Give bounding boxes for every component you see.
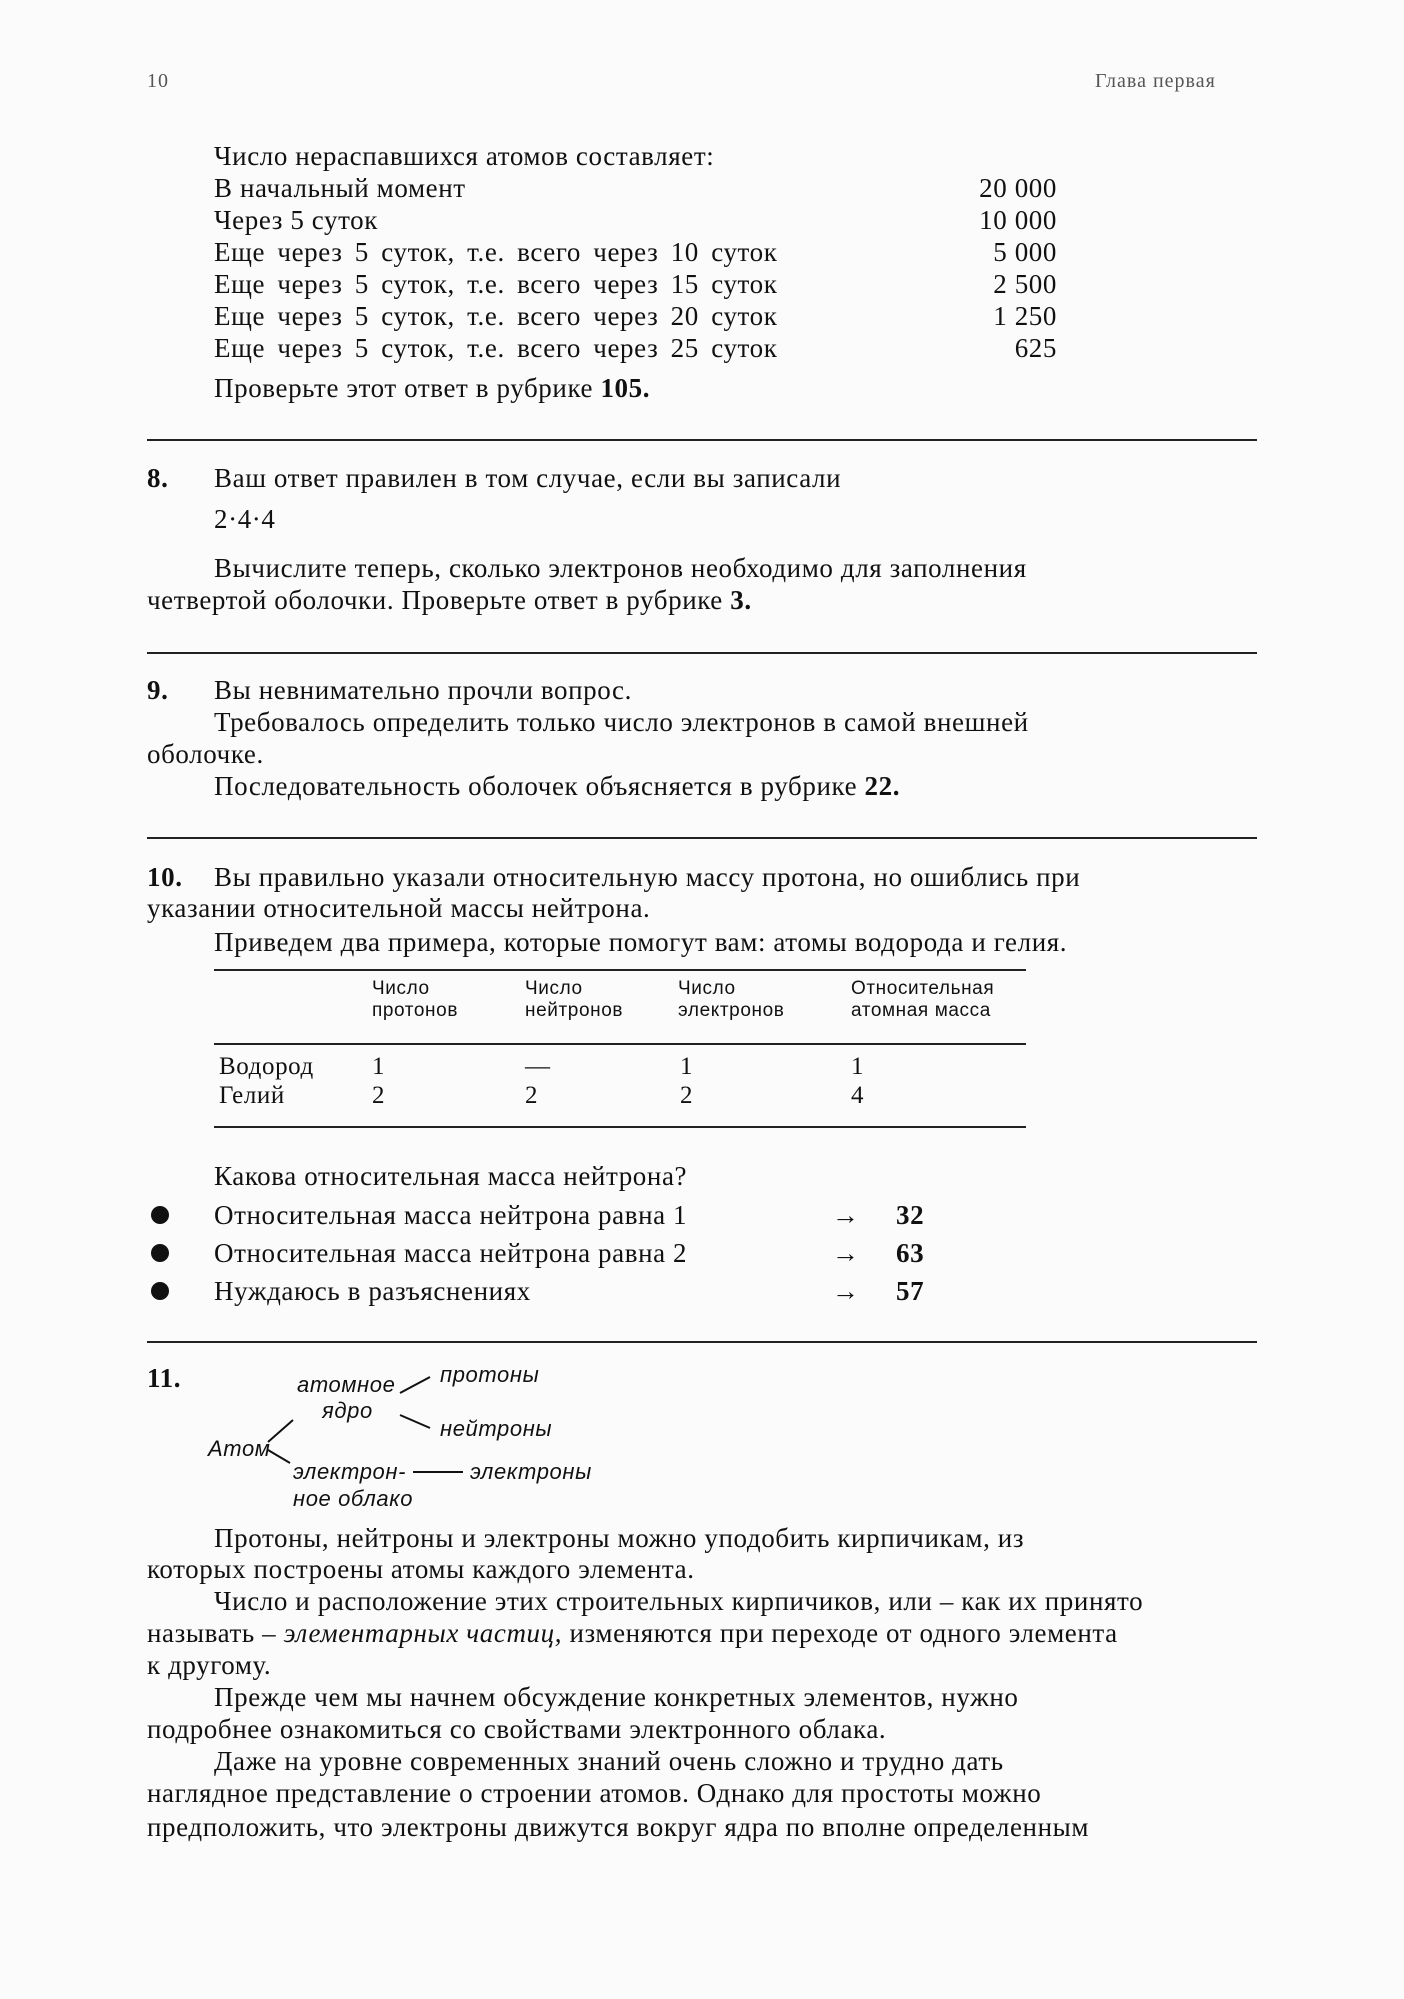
paragraph-line: Приведем два примера, которые помогут вам: атомы водорода и гелия. (214, 927, 1068, 957)
decay-row-value: 625 (1014, 333, 1057, 363)
table-cell: 1 (851, 1053, 865, 1080)
option-label: Нуждаюсь в разъяснениях (214, 1276, 531, 1306)
table-cell: 2 (525, 1082, 539, 1109)
diagram-label: протоны (440, 1362, 540, 1387)
column-header: Относительная атомная масса (851, 978, 995, 1021)
paragraph-line: Требовалось определить только число электронов в самой внешней (214, 707, 1029, 737)
paragraph-line: Ваш ответ правилен в том случае, если вы записали (214, 463, 842, 493)
running-title: Глава первая (1095, 70, 1216, 92)
diagram-connector (400, 1415, 430, 1428)
paragraph-line: указании относительной массы нейтрона. (147, 893, 651, 923)
ref: 22. (864, 771, 901, 801)
decay-intro: Число нераспавшихся атомов составляет: (214, 141, 715, 171)
diagram-connector (400, 1377, 430, 1393)
paragraph-line: предположить, что электроны движутся вокруг ядра по вполне определенным (147, 1812, 1090, 1842)
paragraph-line: оболочке. (147, 739, 264, 769)
formula: 2·4·4 (214, 504, 276, 534)
paragraph-line: подробнее ознакомиться со свойствами электронного облака. (147, 1714, 887, 1744)
table-cell: — (525, 1053, 551, 1080)
item-number: 11. (147, 1363, 182, 1393)
table-cell: 2 (680, 1082, 694, 1109)
paragraph-line: которых построены атомы каждого элемента. (147, 1554, 695, 1584)
paragraph-line: Вычислите теперь, сколько электронов необходимо для заполнения (214, 553, 1027, 583)
option-label: Относительная масса нейтрона равна 2 (214, 1238, 688, 1268)
table-cell: 4 (851, 1082, 865, 1109)
decay-row-value: 2 500 (993, 269, 1057, 299)
page-number: 10 (147, 70, 169, 92)
text: изменяются при переходе от одного элемента (562, 1618, 1118, 1648)
decay-row-value: 5 000 (993, 237, 1057, 267)
decay-row-label: Еще через 5 суток, т.е. всего через 15 суток (214, 269, 778, 299)
diagram-label: атомное (297, 1372, 396, 1397)
paragraph-line: Число и расположение этих строительных кирпичиков, или – как их принято (214, 1586, 1144, 1616)
arrow-icon: → (832, 1200, 860, 1230)
diagram-label: нейтроны (440, 1416, 553, 1441)
check-text: Проверьте этот ответ в рубрике (214, 373, 601, 403)
column-header: Число нейтронов (525, 978, 624, 1021)
text: Последовательность оболочек объясняется в рубрике (214, 771, 865, 801)
paragraph-line: Прежде чем мы начнем обсуждение конкретных элементов, нужно (214, 1682, 1019, 1712)
decay-row-value: 20 000 (979, 173, 1057, 203)
item-number: 9. (147, 675, 169, 705)
decay-row-label: Еще через 5 суток, т.е. всего через 25 суток (214, 333, 778, 363)
paragraph-line: наглядное представление о строении атомов. Однако для простоты можно (147, 1778, 1042, 1808)
table-cell: 1 (680, 1053, 694, 1080)
paragraph-line: Вы правильно указали относительную массу протона, но ошиблись при (214, 862, 1081, 892)
paragraph-line: Протоны, нейтроны и электроны можно уподобить кирпичикам, из (214, 1523, 1025, 1553)
text: называть – (147, 1618, 284, 1648)
diagram-label: ядро (322, 1398, 373, 1423)
diagram-label: электрон- (293, 1459, 406, 1484)
diagram-label: Атом (208, 1436, 271, 1461)
question: Какова относительная масса нейтрона? (214, 1161, 688, 1191)
column-header: Число электронов (678, 978, 785, 1021)
paragraph-line: Вы невнимательно прочли вопрос. (214, 675, 632, 705)
diagram-connector (268, 1450, 290, 1463)
decay-row-label: Еще через 5 суток, т.е. всего через 20 суток (214, 301, 778, 331)
paragraph-line (147, 1617, 1257, 1649)
decay-row-value: 10 000 (979, 205, 1057, 235)
diagram-label: электроны (470, 1459, 592, 1484)
ref: 3. (730, 585, 752, 615)
table-cell: Водород (219, 1053, 314, 1080)
arrow-icon: → (832, 1276, 860, 1306)
table-cell: 1 (372, 1053, 386, 1080)
decay-row-label: Через 5 суток (214, 205, 378, 235)
table-cell: 2 (372, 1082, 386, 1109)
check-ref: 105. (600, 373, 651, 403)
decay-row-label: Еще через 5 суток, т.е. всего через 10 суток (214, 237, 778, 267)
item-number: 10. (147, 862, 183, 892)
paragraph-line: к другому. (147, 1650, 272, 1680)
text: четвертой оболочки. Проверьте ответ в рубрике (147, 585, 731, 615)
option-ref: 57 (896, 1276, 925, 1306)
arrow-icon: → (832, 1238, 860, 1268)
option-ref: 32 (896, 1200, 925, 1230)
diagram-connector (268, 1420, 293, 1442)
decay-row-value: 1 250 (993, 301, 1057, 331)
diagram-label: ное облако (293, 1486, 414, 1511)
decay-row-label: В начальный момент (214, 173, 466, 203)
option-label: Относительная масса нейтрона равна 1 (214, 1200, 688, 1230)
table-cell: Гелий (219, 1082, 285, 1109)
paragraph-line: Даже на уровне современных знаний очень сложно и трудно дать (214, 1746, 1004, 1776)
item-number: 8. (147, 463, 169, 493)
term: элементарных частиц, (283, 1618, 563, 1648)
column-header: Число протонов (372, 978, 459, 1021)
option-ref: 63 (896, 1238, 925, 1268)
